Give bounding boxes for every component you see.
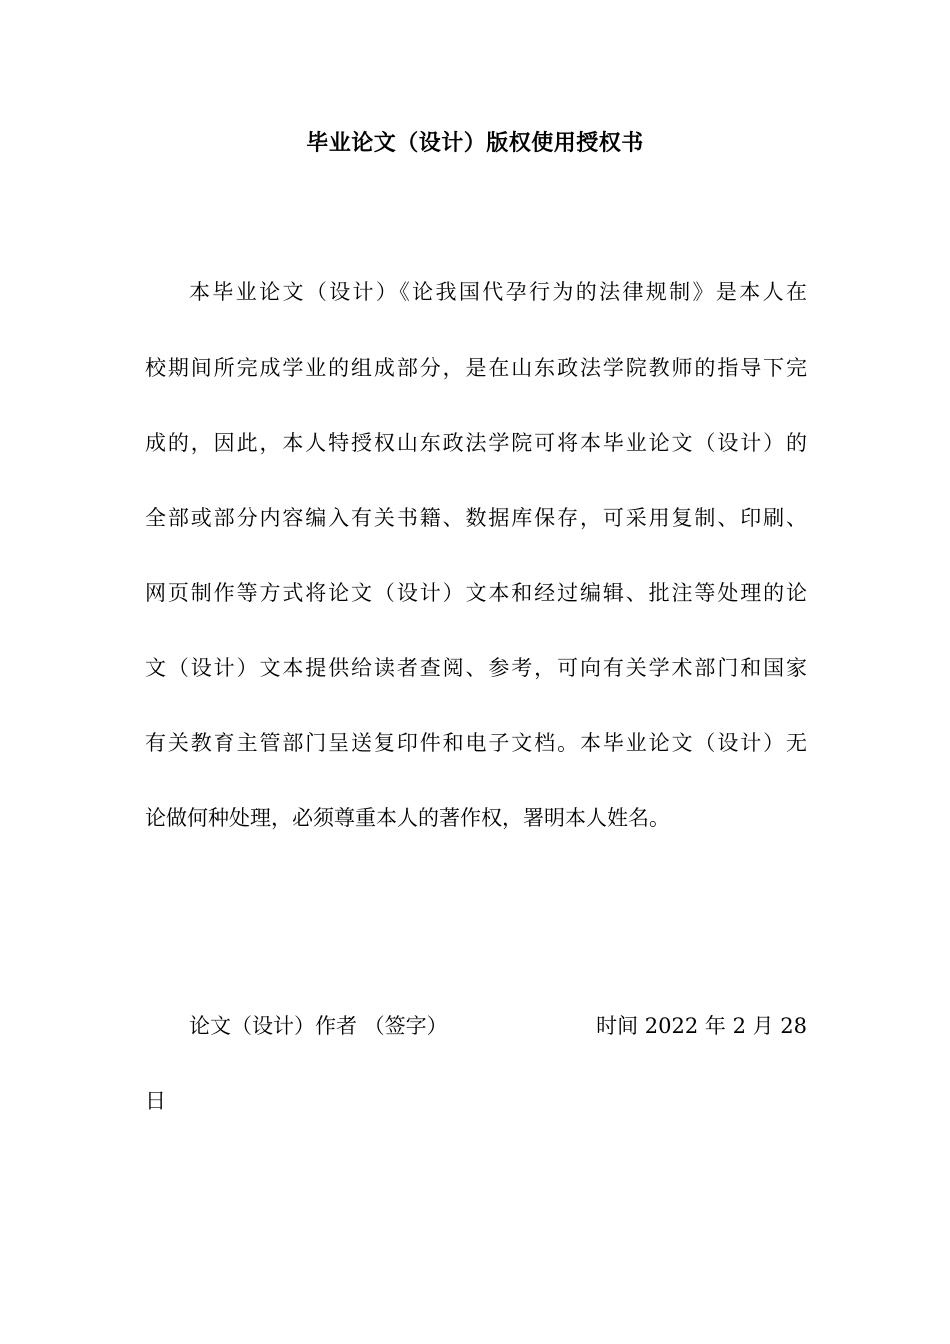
paragraph-line-4: 全部或部分内容编入有关书籍、数据库保存，可采用复制、印刷、: [145, 506, 807, 530]
document-title: 毕业论文（设计）版权使用授权书: [306, 131, 644, 156]
signature-date: 时间 2022 年 2 月 28: [596, 1014, 807, 1038]
paragraph-line-7: 有关教育主管部门呈送复印件和电子文档。本毕业论文（设计）无: [145, 731, 807, 755]
author-signature-label: 论文（设计）作者 （签字）: [189, 1014, 448, 1038]
paragraph-line-1: 本毕业论文（设计）《论我国代孕行为的法律规制》是本人在: [189, 280, 807, 304]
paragraph-line-6: 文（设计）文本提供给读者查阅、参考，可向有关学术部门和国家: [145, 656, 807, 680]
paragraph-line-2: 校期间所完成学业的组成部分，是在山东政法学院教师的指导下完: [145, 356, 807, 380]
paragraph-line-3: 成的，因此，本人特授权山东政法学院可将本毕业论文（设计）的: [145, 431, 807, 455]
paragraph-line-5: 网页制作等方式将论文（设计）文本和经过编辑、批注等处理的论: [145, 581, 807, 605]
paragraph-line-8: 论做何种处理，必须尊重本人的著作权，署明本人姓名。: [145, 806, 670, 830]
signature-date-day: 日: [145, 1089, 166, 1113]
